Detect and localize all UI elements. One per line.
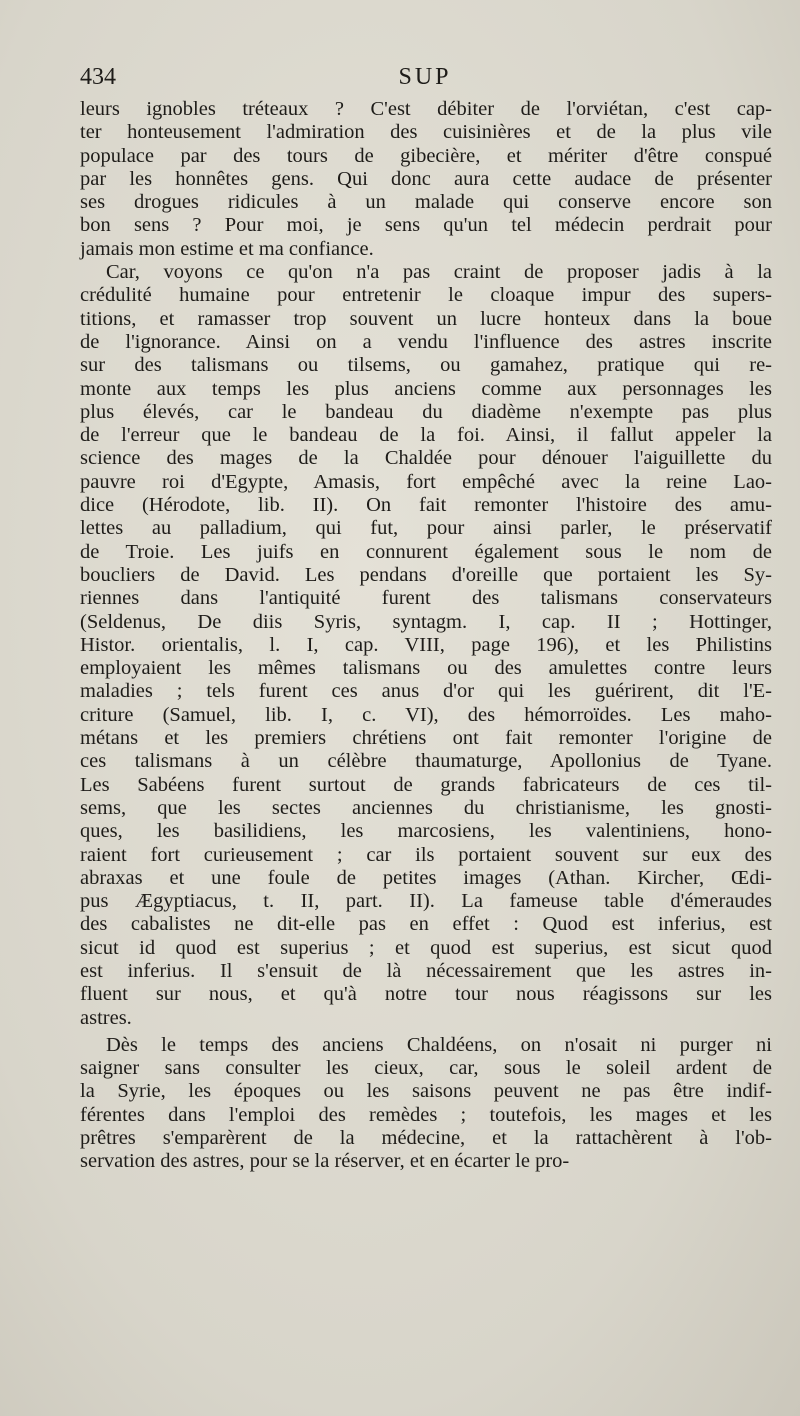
- text-line: science des mages de la Chaldée pour dénouer l'aiguillette du: [80, 447, 772, 470]
- paragraph: [80, 98, 772, 261]
- running-head: SUP: [398, 64, 452, 90]
- text-line: (Seldenus, De diis Syris, syntagm. I, cap. II ; Hottinger,: [80, 610, 772, 633]
- page-header: [80, 64, 770, 94]
- paragraph: [80, 261, 772, 1030]
- text-line: servation des astres, pour se la réserver, et en écarter le pro-: [80, 1150, 570, 1173]
- text-line: abraxas et une foule de petites images (Athan. Kircher, Œdi-: [80, 866, 772, 889]
- text-line: Les Sabéens furent surtout de grands fabricateurs de ces til-: [80, 773, 772, 796]
- paragraph: [80, 1034, 772, 1174]
- text-line: riennes dans l'antiquité furent des talismans conservateurs: [80, 587, 772, 610]
- text-line: ses drogues ridicules à un malade qui conserve encore son: [80, 191, 772, 214]
- text-line: pauvre roi d'Egypte, Amasis, fort empêché avec la reine Lao-: [80, 470, 772, 493]
- text-line: lettes au palladium, qui fut, pour ainsi parler, le préservatif: [80, 517, 772, 540]
- page-number: 434: [80, 64, 116, 90]
- text-line: des cabalistes ne dit-elle pas en effet : Quod est inferius, est: [80, 913, 772, 936]
- text-body: [80, 98, 772, 1174]
- text-line: pus Ægyptiacus, t. II, part. II). La fameuse table d'émeraudes: [80, 890, 772, 913]
- text-line: la Syrie, les époques ou les saisons peuvent ne pas être indif-: [80, 1080, 772, 1103]
- text-line: Histor. orientalis, l. I, cap. VIII, page 196), et les Philistins: [80, 633, 772, 656]
- text-line: crédulité humaine pour entretenir le cloaque impur des supers-: [80, 284, 772, 307]
- text-line: de l'ignorance. Ainsi on a vendu l'influence des astres inscrite: [80, 330, 772, 353]
- text-line: par les honnêtes gens. Qui donc aura cette audace de présenter: [80, 167, 772, 190]
- text-line: titions, et ramasser trop souvent un lucre honteux dans la boue: [80, 307, 772, 330]
- text-line: ces talismans à un célèbre thaumaturge, Apollonius de Tyane.: [80, 750, 772, 773]
- text-line: Dès le temps des anciens Chaldéens, on n'osait ni purger ni: [106, 1033, 772, 1056]
- text-line: employaient les mêmes talismans ou des amulettes contre leurs: [80, 657, 772, 680]
- text-line: sicut id quod est superius ; et quod est superius, est sicut quod: [80, 936, 772, 959]
- text-line: criture (Samuel, lib. I, c. VI), des hémorroïdes. Les maho-: [80, 703, 772, 726]
- text-line: Car, voyons ce qu'on n'a pas craint de proposer jadis à la: [106, 261, 772, 284]
- text-line: leurs ignobles tréteaux ? C'est débiter de l'orviétan, c'est cap-: [80, 98, 772, 120]
- text-line: de Troie. Les juifs en connurent également sous le nom de: [80, 540, 772, 563]
- text-line: astres.: [80, 1006, 132, 1029]
- text-line: plus élevés, car le bandeau du diadème n'exempte pas plus: [80, 400, 772, 423]
- text-line: métans et les premiers chrétiens ont fait remonter l'origine de: [80, 727, 772, 750]
- text-line: saigner sans consulter les cieux, car, sous le soleil ardent de: [80, 1057, 772, 1080]
- text-line: maladies ; tels furent ces anus d'or qui les guérirent, dit l'E-: [80, 680, 772, 703]
- text-line: sems, que les sectes anciennes du christianisme, les gnosti-: [80, 796, 772, 819]
- text-line: est inferius. Il s'ensuit de là nécessairement que les astres in-: [80, 959, 772, 982]
- text-line: bon sens ? Pour moi, je sens qu'un tel médecin perdrait pour: [80, 214, 772, 237]
- text-line: jamais mon estime et ma confiance.: [80, 237, 374, 260]
- text-line: monte aux temps les plus anciens comme aux personnages les: [80, 377, 772, 400]
- text-line: populace par des tours de gibecière, et mériter d'être conspué: [80, 144, 772, 167]
- text-line: de l'erreur que le bandeau de la foi. Ainsi, il fallut appeler la: [80, 424, 772, 447]
- text-line: dice (Hérodote, lib. II). On fait remonter l'histoire des amu-: [80, 494, 772, 517]
- text-line: fluent sur nous, et qu'à notre tour nous réagissons sur les: [80, 983, 772, 1006]
- text-line: raient fort curieusement ; car ils portaient souvent sur eux des: [80, 843, 772, 866]
- text-line: boucliers de David. Les pendans d'oreille que portaient les Sy-: [80, 563, 772, 586]
- text-line: ter honteusement l'admiration des cuisinières et de la plus vile: [80, 121, 772, 144]
- text-line: prêtres s'emparèrent de la médecine, et la rattachèrent à l'ob-: [80, 1127, 772, 1150]
- text-line: sur des talismans ou tilsems, ou gamahez, pratique qui re-: [80, 354, 772, 377]
- text-line: ques, les basilidiens, les marcosiens, les valentiniens, hono-: [80, 820, 772, 843]
- text-line: férentes dans l'emploi des remèdes ; toutefois, les mages et les: [80, 1103, 772, 1126]
